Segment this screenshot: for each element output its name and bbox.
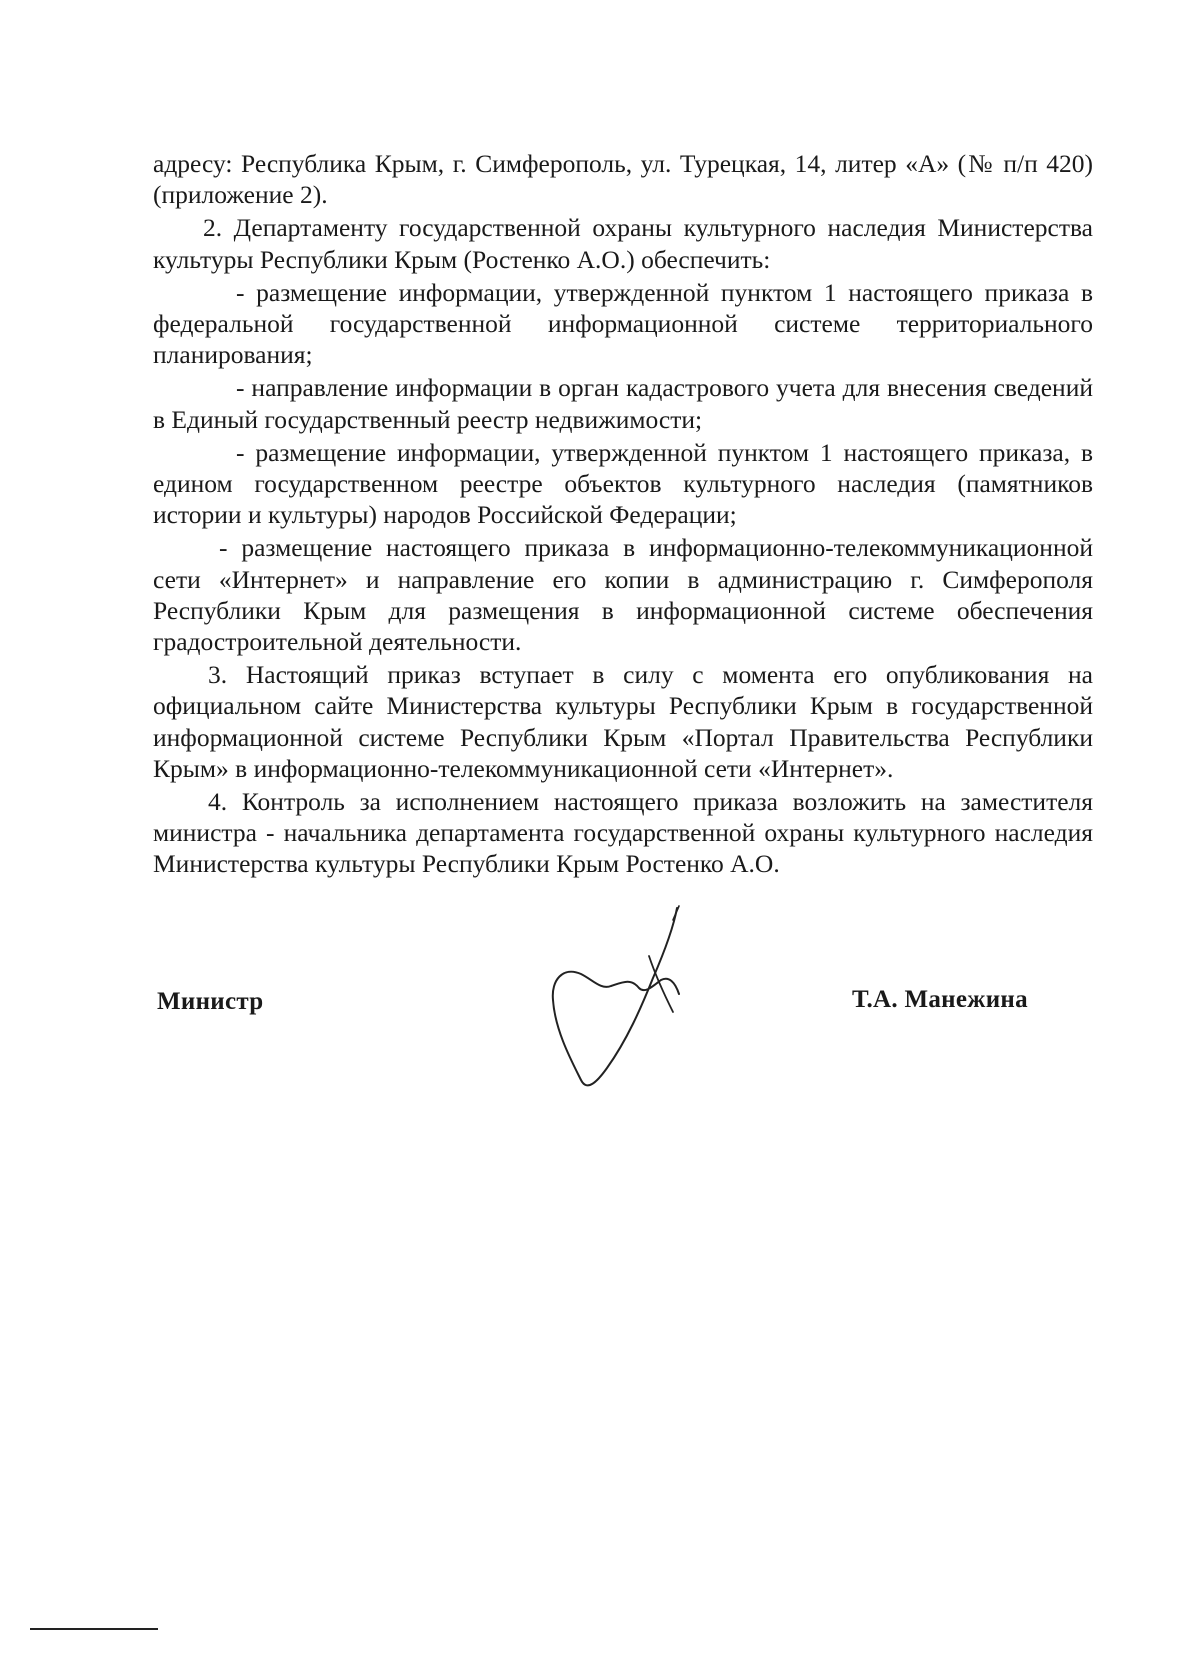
handwritten-signature [545, 900, 735, 1110]
paragraph-subitem-2: - направление информации в орган кадастрового учета для внесения сведений в Единый государственный реестр недвижимости; [153, 373, 1093, 434]
paragraph-subitem-1: - размещение информации, утвержденной пунктом 1 настоящего приказа в федеральной государственной информационной системе территориального планирования; [153, 277, 1093, 370]
signatory-name: Т.А. Манежина [852, 986, 1028, 1013]
paragraph-item-4: 4. Контроль за исполнением настоящего приказа возложить на заместителя министра - начальника департамента государственной охраны культурного наследия Министерства культуры Республики Крым Ростенко А.О. [153, 787, 1093, 879]
signatory-title: Министр [157, 988, 264, 1015]
paragraph-subitem-3: - размещение информации, утвержденной пунктом 1 настоящего приказа, в едином государственном реестре объектов культурного наследия (памятников истории и культуры) народов Российской Федерации; [153, 437, 1093, 530]
paragraph-item-2: 2. Департаменту государственной охраны культурного наследия Министерства культуры Республики Крым (Ростенко А.О.) обеспечить: [153, 213, 1093, 274]
paragraph-item-3: 3. Настоящий приказ вступает в силу с момента его опубликования на официальном сайте Министерства культуры Республики Крым в государственной информационной системе Республики Крым «Портал Правительства Республики Крым» в информационно-телекоммуникационной сети «Интернет». [153, 660, 1093, 783]
paragraph-subitem-4: - размещение настоящего приказа в информационно-телекоммуникационной сети «Интернет» и направление его копии в администрацию г. Симферополя Республики Крым для размещения в информационной системе обеспечения градостроительной деятельности. [153, 533, 1093, 657]
paragraph-continuation: адресу: Республика Крым, г. Симферополь, ул. Турецкая, 14, литер «А» (№ п/п 420) (приложение 2). [153, 149, 1093, 210]
footer-divider [30, 1628, 158, 1630]
document-body [153, 148, 1093, 882]
